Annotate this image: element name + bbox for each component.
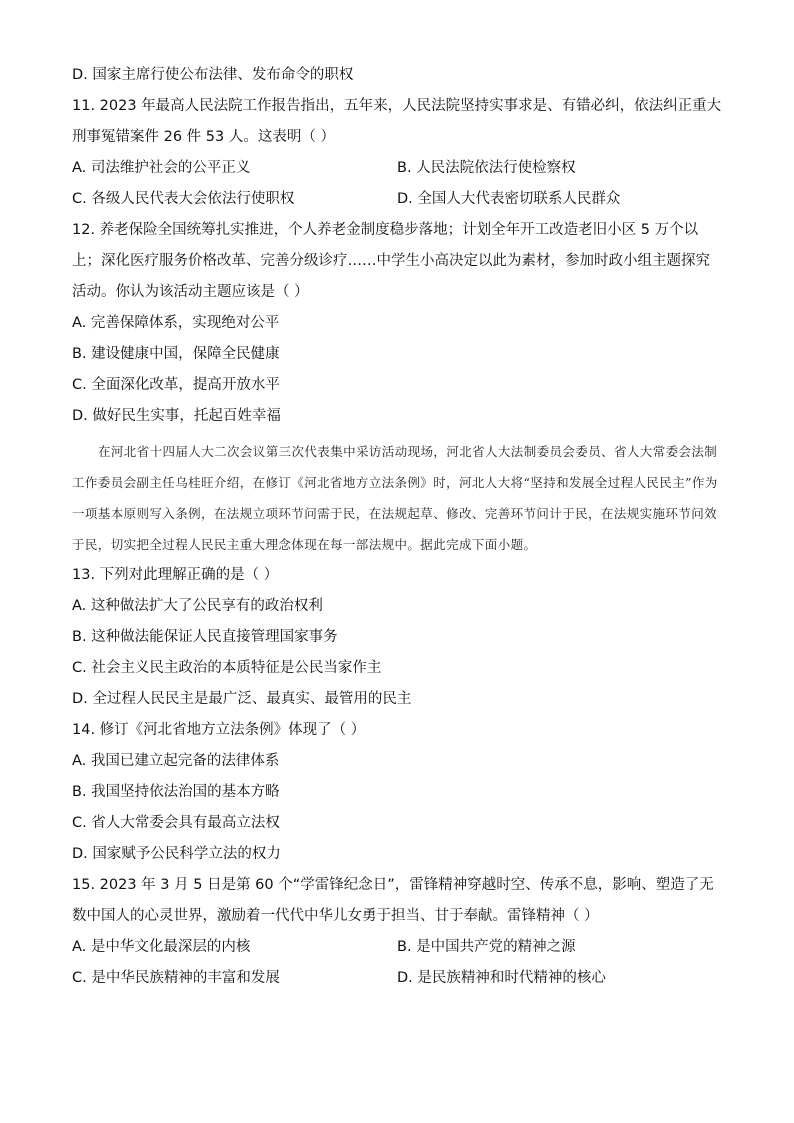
question-13 <box>72 560 722 715</box>
q14-option-d: D. 国家赋予公民科学立法的权力 <box>72 846 281 862</box>
q11-option-a: A. 司法维护社会的公平正义 <box>72 160 251 176</box>
question-12 <box>72 215 722 432</box>
q11-stem: 11. 2023 年最高人民法院工作报告指出，五年来，人民法院坚持实事求是、有错必纠，依法纠正重大刑事冤错案件 26 件 53 人。这表明（ ） <box>72 98 722 145</box>
q13-option-b: B. 这种做法能保证人民直接管理国家事务 <box>72 629 338 645</box>
q13-option-a: A. 这种做法扩大了公民享有的政治权利 <box>72 598 323 614</box>
exam-page <box>72 60 722 994</box>
q14-option-c: C. 省人大常委会具有最高立法权 <box>72 815 280 831</box>
q12-stem: 12. 养老保险全国统筹扎实推进，个人养老金制度稳步落地；计划全年开工改造老旧小区 5 万个以上；深化医疗服务价格改革、完善分级诊疗……中学生小高决定以此为素材，参加时政小组主题探究活动。你认为该活动主题应该是（ ） <box>72 222 710 300</box>
question-14 <box>72 715 722 870</box>
q12-option-b: B. 建设健康中国，保障全民健康 <box>72 346 280 362</box>
reading-passage: 在河北省十四届人大二次会议第三次代表集中采访活动现场，河北省人大法制委员会委员、省人大常委会法制工作委员会副主任乌桂旺介绍，在修订《河北省地方立法条例》时，河北人大将“坚持和发展全过程人民民主”作为一项基本原则写入条例，在法规立项环节问需于民，在法规起草、修改、完善环节问计于民，在法规实施环节问效于民，切实把全过程人民民主重大理念体现在每一部法规中。据此完成下面小题。 <box>72 444 718 552</box>
q11-options-row-1 <box>72 153 722 184</box>
q15-option-d: D. 是民族精神和时代精神的核心 <box>397 970 606 986</box>
q13-option-d: D. 全过程人民民主是最广泛、最真实、最管用的民主 <box>72 691 412 707</box>
q11-option-b: B. 人民法院依法行使检察权 <box>397 160 576 176</box>
q15-options-row-1 <box>72 932 722 963</box>
q15-option-a: A. 是中华文化最深层的内核 <box>72 939 251 955</box>
q13-option-c: C. 社会主义民主政治的本质特征是公民当家作主 <box>72 660 382 676</box>
q15-options-row-2 <box>72 963 722 994</box>
q11-option-d: D. 全国人大代表密切联系人民群众 <box>397 191 621 207</box>
q12-option-a: A. 完善保障体系，实现绝对公平 <box>72 315 280 331</box>
q10-option-d: D. 国家主席行使公布法律、发布命令的职权 <box>72 67 354 83</box>
q14-option-b: B. 我国坚持依法治国的基本方略 <box>72 784 280 800</box>
question-15 <box>72 870 722 994</box>
q12-option-d: D. 做好民生实事，托起百姓幸福 <box>72 408 281 424</box>
question-11 <box>72 91 722 215</box>
q15-option-b: B. 是中国共产党的精神之源 <box>397 939 576 955</box>
q15-option-c: C. 是中华民族精神的丰富和发展 <box>72 970 280 986</box>
q14-stem: 14. 修订《河北省地方立法条例》体现了（ ） <box>72 722 366 738</box>
q15-stem: 15. 2023 年 3 月 5 日是第 60 个“学雷锋纪念日”，雷锋精神穿越时空、传承不息，影响、塑造了无数中国人的心灵世界，激励着一代代中华儿女勇于担当、甘于奉献。雷锋精神（ ） <box>72 877 714 924</box>
q11-options-row-2 <box>72 184 722 215</box>
q14-option-a: A. 我国已建立起完备的法律体系 <box>72 753 280 769</box>
q11-option-c: C. 各级人民代表大会依法行使职权 <box>72 191 295 207</box>
q13-stem: 13. 下列对此理解正确的是（ ） <box>72 567 279 583</box>
q12-option-c: C. 全面深化改革，提高开放水平 <box>72 377 280 393</box>
